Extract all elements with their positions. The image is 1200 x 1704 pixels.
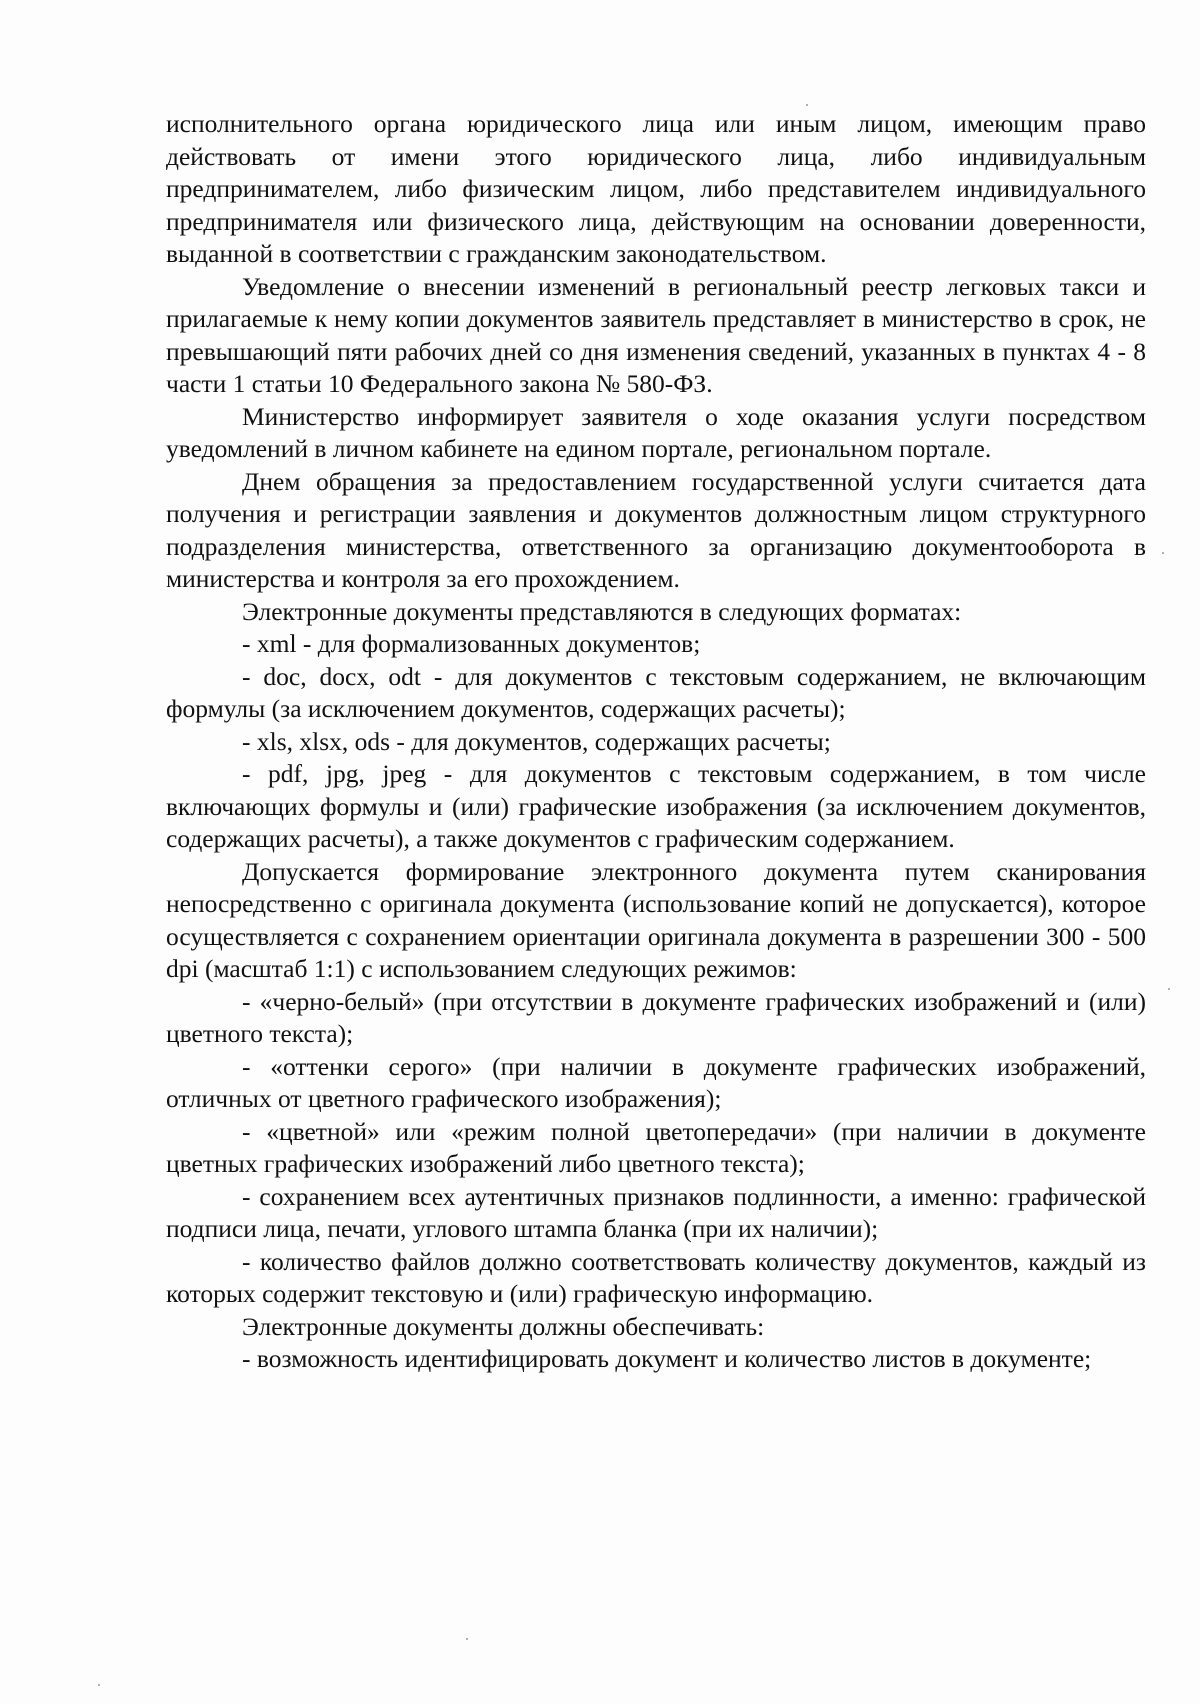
paragraph: исполнительного органа юридического лица или иным лицом, имеющим право действовать от имени этого юридического лица, либо индивидуальным предпринимателем, либо физическим лицом, либо представителем индивидуального предпринимателя или физического лица, действующим на основании доверенности, выданной в соответствии с гражданским законодательством. bbox=[166, 109, 1146, 268]
list-item: - «оттенки серого» (при наличии в документе графических изображений, отличных от цветного графического изображения); bbox=[166, 1051, 1146, 1113]
paragraph: Уведомление о внесении изменений в региональный реестр легковых такси и прилагаемые к нему копии документов заявитель представляет в министерство в срок, не превышающий пяти рабочих дней со дня изменения сведений, указанных в пунктах 4 - 8 части 1 статьи 10 Федерального закона № 580-ФЗ. bbox=[166, 271, 1146, 398]
list-item: - pdf, jpg, jpeg - для документов с текстовым содержанием, в том числе включающих формулы и (или) графические изображения (за исключением документов, содержащих расчеты), а также документов с графическим содержанием. bbox=[166, 759, 1146, 853]
document-body bbox=[166, 108, 1146, 1376]
list-item: - сохранением всех аутентичных признаков подлинности, а именно: графической подписи лица, печати, углового штампа бланка (при их наличии); bbox=[166, 1181, 1146, 1243]
list-item: - doc, docx, odt - для документов с текстовым содержанием, не включающим формулы (за исключением документов, содержащих расчеты); bbox=[166, 661, 1146, 723]
scan-speck bbox=[1162, 552, 1164, 554]
list-item: - «цветной» или «режим полной цветопередачи» (при наличии в документе цветных графических изображений либо цветного текста); bbox=[166, 1116, 1146, 1178]
scan-speck bbox=[466, 1638, 468, 1640]
list-item: - xls, xlsx, ods - для документов, содержащих расчеты; bbox=[242, 726, 831, 756]
paragraph: Электронные документы представляются в следующих форматах: bbox=[242, 596, 962, 626]
paragraph: Днем обращения за предоставлением государственной услуги считается дата получения и регистрации заявления и документов должностным лицом структурного подразделения министерства, ответственного за организацию документооборота в министерства и контроля за его прохождением. bbox=[166, 466, 1146, 593]
list-item: - возможность идентифицировать документ и количество листов в документе; bbox=[242, 1344, 1092, 1373]
scan-speck bbox=[98, 1684, 100, 1686]
list-item: - xml - для формализованных документов; bbox=[242, 629, 701, 658]
list-item: - количество файлов должно соответствовать количеству документов, каждый из которых содержит текстовую и (или) графическую информацию. bbox=[166, 1246, 1146, 1308]
list-item: - «черно-белый» (при отсутствии в документе графических изображений и (или) цветного текста); bbox=[166, 986, 1146, 1048]
paragraph: Допускается формирование электронного документа путем сканирования непосредственно с оригинала документа (использование копий не допускается), которое осуществляется с сохранением ориентации оригинала документа в разрешении 300 - 500 dpi (масштаб 1:1) с использованием следующих режимов: bbox=[166, 856, 1146, 983]
paragraph: Электронные документы должны обеспечивать: bbox=[242, 1311, 765, 1341]
paragraph: Министерство информирует заявителя о ходе оказания услуги посредством уведомлений в личном кабинете на едином портале, региональном портале. bbox=[166, 401, 1146, 463]
scan-speck bbox=[1168, 988, 1170, 990]
scan-speck bbox=[806, 104, 808, 106]
